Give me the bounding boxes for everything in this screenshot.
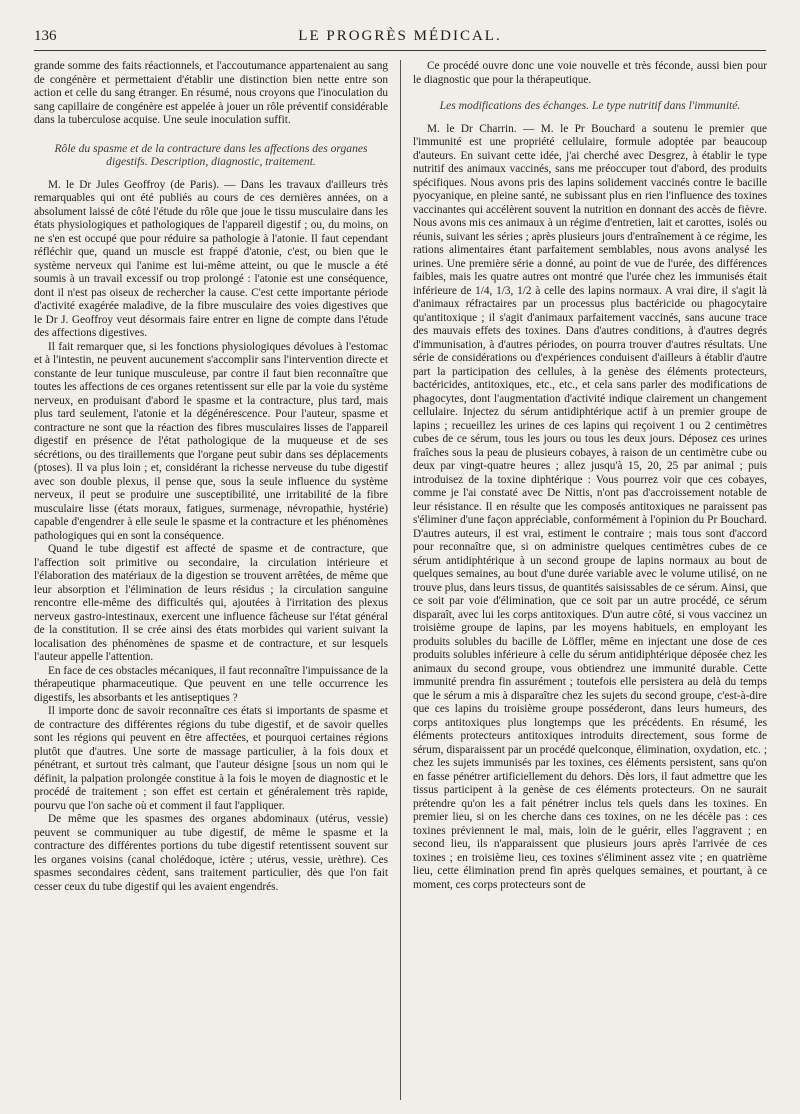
right-column bbox=[413, 60, 767, 1105]
paragraph: Quand le tube digestif est affecté de spasme et de contracture, que l'affection soit primitive ou secondaire, la circulation intérieure et l'élaboration des matériaux de la digestion se trouvent arrêtées, de même que leur absorption et l'élimination de leurs résidus ; la circulation sanguine rencontre elle-même des difficultés qui, ajoutées à l'irritation des plexus nerveux gastro-intestinaux, exercent une influence fâcheuse sur l'état général de la constitution. Il se crée ainsi des états morbides qui varient suivant la localisation des phénomènes de spasme et de contracture, et sur lesquels l'auteur appelle l'attention. bbox=[34, 543, 388, 663]
page-number: 136 bbox=[34, 28, 57, 44]
paragraph: M. le Dr Jules Geoffroy (de Paris). — Dans les travaux d'ailleurs très remarquables qui ont été publiés au cours de ces dernières années, on a absolument laissé de côté l'étude du rôle que joue le tissu musculaire dans les états physiologiques et pathologiques de l'appareil digestif ; ou, du moins, on ne s'en est occupé que pour réduire sa pathologie à l'atonie. Il faut cependant réfléchir que, quand un muscle est frappé d'atonie, c'est, ou bien que le système nerveux qui l'anime est lui-même atteint, ou que le muscle a été soumis à un travail excessif ou trop prolongé : l'atonie est une conséquence, dont il n'est pas oiseux de rechercher la cause. C'est cette importante période d'activité exagérée maladive, de la fibre musculaire des voies digestives que le Dr J. Geoffroy veut désormais faire entrer en ligne de compte dans l'étude des affections digestives. bbox=[34, 178, 388, 339]
running-header bbox=[34, 28, 766, 51]
column-divider bbox=[400, 60, 401, 1100]
paragraph: Il importe donc de savoir reconnaître ces états si importants de spasme et de contracture des différentes régions du tube digestif, et de savoir quelles sont les régions qui peuvent en être affectées, et pourquoi certaines régions plutôt que d'autres. Une sorte de massage particulier, à la fois doux et pénétrant, et surtout très calmant, que l'auteur désigne [sous un nom qui le définit, la palpation prolongée constitue à la fois le moyen de diagnostic et le procédé de traitement ; son effet est certain et généralement très rapide, pourvu que l'on sache où et comment il faut l'appliquer. bbox=[34, 705, 388, 812]
journal-title: LE PROGRÈS MÉDICAL. bbox=[298, 28, 502, 44]
paragraph: Ce procédé ouvre donc une voie nouvelle et très féconde, aussi bien pour le diagnostic que pour la thérapeutique. bbox=[413, 60, 767, 86]
paragraph: Il fait remarquer que, si les fonctions physiologiques dévolues à l'estomac et à l'intestin, ne peuvent aucunement s'accomplir sans l'intervention directe et constante de leur tunique musculeuse, par contre il faut bien reconnaître que toutes les affections de ces organes retentissent sur elle par la voie du système nerveux, en produisant d'abord le spasme et la contracture, plus tard, mais plus tard seulement, l'atonie et la dégénérescence. Pour l'auteur, spasme et contracture ne sont que la réaction des fibres musculaires lisses de l'appareil digestif en présence de l'état pathologique de la muqueuse et de ses sécrétions, ou des tiraillements que l'organe peut subir dans ses déplacements (ptoses). Il va plus loin ; et, considérant la richesse nerveuse du tube digestif avec son double plexus, il pense que, sous la seule influence du système nerveux, il peut se produire une susceptibilité, une irritabilité de la fibre musculaire lisse (états moraux, fatigues, surmenage, névropathie, hystérie) capable d'engendrer à elle seule le spasme et la contracture et les phénomènes pathologiques qui en sont la conséquence. bbox=[34, 340, 388, 542]
paragraph: M. le Dr Charrin. — M. le Pr Bouchard a soutenu le premier que l'immunité est une propriété cellulaire, formule adoptée par beaucoup d'auteurs. En suivant cette idée, j'ai cherché avec Desgrez, à établir le type nutritif des animaux vaccinés, sans me préoccuper tout d'abord, des produits spécifiques. Nous avons pris des lapins solidement vaccinés contre le bacille pyocyanique, en pleine santé, ne subissant plus en rien l'influence des toxines vaccinantes qui accélèrent souvent la nutrition en donnant des accès de fièvre. Nous avons mis ces animaux à un régime d'entretien, lait et carottes, isolés ou réunis, suivant les séries ; après plusieurs jours d'entraînement à ce régime, les rations alimentaires étant parfaitement semblables, nous avons analysé les urines. Une première série a donné, au point de vue de l'urée, des différences faibles, mais les quatre autres ont montré que l'urée chez les immunisés était inférieure de 1/4, 1/3, 1/2 à celle des lapins normaux. A vrai dire, il s'agit là d'animaux réfractaires par un processus plus bactéricide ou phagocytaire qu'antitoxique ; il s'agit d'animaux parfaitement vaccinés, sans aucune trace des mauvais effets des toxines. Dans d'autres conditions, à d'autres degrés d'immunisation, à d'autres périodes, on pourra trouver d'autres résultats. Une série de considérations ou d'expériences conduisent d'ailleurs à établir d'autre part la participation des cellules, à la genèse des éléments protecteurs, bactéricides, antitoxiques, etc., etc., et cela sans parler des modifications de phagocytes, dont l'augmentation d'activité indique clairement un changement cellulaire. Injectez du sérum antidiphtérique actif à un premier groupe de lapins ; recueillez les urines de ces lapins qui reçoivent 1 ou 2 centimètres cubes de ce sérum, tous les jours ou tous les deux jours. Déposez ces urines fraîches sous la peau de plusieurs cobayes, à raison de un centimètre cube ou deux par vingt-quatre heures ; allez jusqu'à 15, 20, 25 par animal ; puis introduisez de la toxine diphtérique : Vous pourrez voir que ces cobayes, comme je l'ai constaté avec De Nittis, n'ont pas d'accroissement notable de leur résistance. Il en résulte que les composés antitoxiques ne paraissent pas s'éliminer d'une façon appréciable, conformément à l'opinion du Pr Bouchard. D'autres auteurs, il est vrai, estiment le contraire ; mais tous sont d'accord pour reconnaître que, si on administre quelques centimètres cubes de ce sérum antidiphtérique à un second groupe de lapins normaux au bout de quelques semaines, au bout d'une durée variable avec le volume utilisé, on ne trouve plus, dans leurs tissus, de quantités saisissables de ce sérum. Ainsi, que ce soit par voie d'élimination, que ce soit par un autre procédé, ce sérum disparaît, avec lui les corps antitoxiques. D'un autre côté, si vous vaccinez un troisième groupe de lapins, par les moyens habituels, en employant les produits solubles du bacille de Löffler, même en injectant une dose de ces produits solubles inférieure à celle du sérum antidiphtérique déposée chez les animaux du second groupe, vous obtiendrez une immunité durable. Cette immunité prendra fin assurément ; toutefois elle persistera au delà du temps que le sérum a mis à disparaître chez les sujets du second groupe, c'est-à-dire que ces lapins du troisième groupe posséderont, dans leurs humeurs, des corps antitoxiques plus longtemps que les précédents. En résumé, les éléments protecteurs antitoxiques introduits directement, sous forme de sérum, disparaissent par un procédé quelconque, élimination, oxydation, etc. ; chez les sujets immunisés par les toxines, ces éléments persistent, sans qu'on en fasse pénétrer artificiellement du dehors. Dès lors, il faut admettre que les tissus participent à la genèse de ces éléments protecteurs. On ne saurait prétendre qu'on les a fait pénétrer inclus tels quels dans les toxines. En premier lieu, si on les cherche dans ces toxines, on ne les décèle pas : ces toxines préviennent le mal, mais, loin de le guérir, elles l'aggravent ; en second lieu, ils n'apparaissent que plusieurs jours après l'arrivée de ces toxines ; en troisième lieu, ces toxines s'éliminent assez vite ; en quatrième lieu, cette élimination prend fin après quelques semaines, et pourtant, à ce moment, ces corps protecteurs sont de bbox=[413, 122, 767, 891]
paragraph: grande somme des faits réactionnels, et l'accoutumance appartenaient au sang de congénère et permettaient d'établir une distinction bien nette entre son action et celle du sang étranger. En résumé, nous croyons que l'inoculation du sang capillaire de congénère est appelée à jouer un rôle préventif considérable dans la tuberculose acquise. Une seule inoculation suffit. bbox=[34, 60, 388, 126]
section-heading: Les modifications des échanges. Le type nutritif dans l'immunité. bbox=[439, 99, 741, 112]
section-heading: Rôle du spasme et de la contracture dans les affections des organes digestifs. Description, diagnostic, traitement. bbox=[54, 141, 368, 168]
paragraph: De même que les spasmes des organes abdominaux (utérus, vessie) peuvent se communiquer au tube digestif, de même le spasme et la contracture des différentes portions du tube digestif retentissent souvent sur les organes voisins (canal cholédoque, ictère ; utérus, vessie, urèthre). Ces spasmes secondaires cèdent, sans traitement particulier, dès que l'on fait cesser ceux du tube digestif qui les avaient engendrés. bbox=[34, 813, 388, 893]
paragraph: En face de ces obstacles mécaniques, il faut reconnaître l'impuissance de la thérapeutique pharmaceutique. Que peuvent en une telle occurrence les digestifs, les absorbants et les antiseptiques ? bbox=[34, 664, 388, 704]
left-column bbox=[34, 60, 388, 1105]
